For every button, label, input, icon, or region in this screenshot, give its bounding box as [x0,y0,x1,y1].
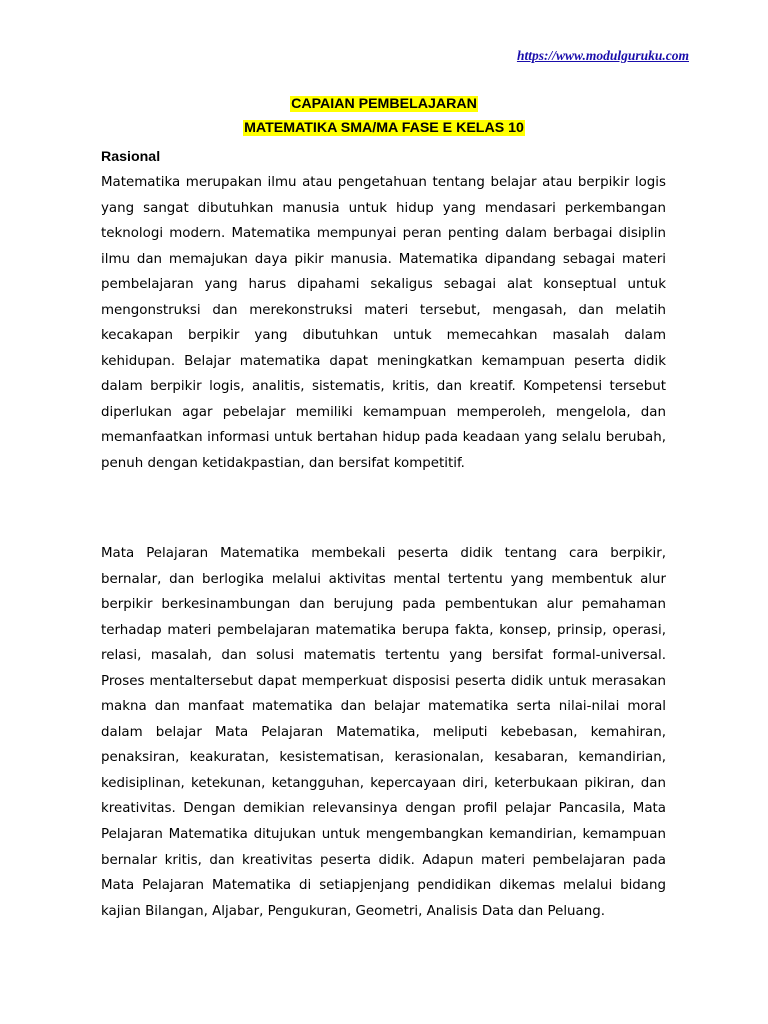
title-line-2 [0,116,768,140]
title-line-1 [0,92,768,116]
title-line-1-text: CAPAIAN PEMBELAJARAN [291,96,477,112]
paragraph-rasional-1: Matematika merupakan ilmu atau pengetahuan tentang belajar atau berpikir logis yang sangat dibutuhkan manusia untuk hidup yang mendasari perkembangan teknologi modern. Matematika mempunyai peran penting dalam berbagai disiplin ilmu dan memajukan daya pikir manusia. Matematika dipandang sebagai materi pembelajaran yang harus dipahami sekaligus sebagai alat konseptual untuk mengonstruksi dan merekonstruksi materi tersebut, mengasah, dan melatih kecakapan berpikir yang dibutuhkan untuk memecahkan masalah dalam kehidupan. Belajar matematika dapat meningkatkan kemampuan peserta didik dalam berpikir logis, analitis, sistematis, kritis, dan kreatif. Kompetensi tersebut diperlukan agar pebelajar memiliki kemampuan memperoleh, mengelola, dan memanfaatkan informasi untuk bertahan hidup pada keadaan yang selalu berubah, penuh dengan ketidakpastian, dan bersifat kompetitif. [101,175,666,472]
title-line-2-text: MATEMATIKA SMA/MA FASE E KELAS 10 [244,120,524,136]
paragraph-rasional-2: Mata Pelajaran Matematika membekali peserta didik tentang cara berpikir, bernalar, dan berlogika melalui aktivitas mental tertentu yang membentuk alur berpikir berkesinambungan dan berujung pada pembentukan alur pemahaman terhadap materi pembelajaran matematika berupa fakta, konsep, prinsip, operasi, relasi, masalah, dan solusi matematis tertentu yang bersifat formal-universal. Proses mentaltersebut dapat memperkuat disposisi peserta didik untuk merasakan makna dan manfaat matematika dan belajar matematika serta nilai-nilai moral dalam belajar Mata Pelajaran Matematika, meliputi kebebasan, kemahiran, penaksiran, keakuratan, kesistematisan, kerasionalan, kesabaran, kemandirian, kedisiplinan, ketekunan, ketangguhan, kepercayaan diri, keterbukaan pikiran, dan kreativitas. Dengan demikian relevansinya dengan profil pelajar Pancasila, Mata Pelajaran Matematika ditujukan untuk mengembangkan kemandirian, kemampuan bernalar kritis, dan kreativitas peserta didik. Adapun materi pembelajaran pada Mata Pelajaran Matematika di setiapjenjang pendidikan dikemas melalui bidang kajian Bilangan, Aljabar, Pengukuran, Geometri, Analisis Data dan Peluang. [101,546,666,919]
document-title [0,92,768,140]
section-heading: Rasional [101,149,161,165]
website-link[interactable]: https://www.modulguruku.com [516,48,689,63]
